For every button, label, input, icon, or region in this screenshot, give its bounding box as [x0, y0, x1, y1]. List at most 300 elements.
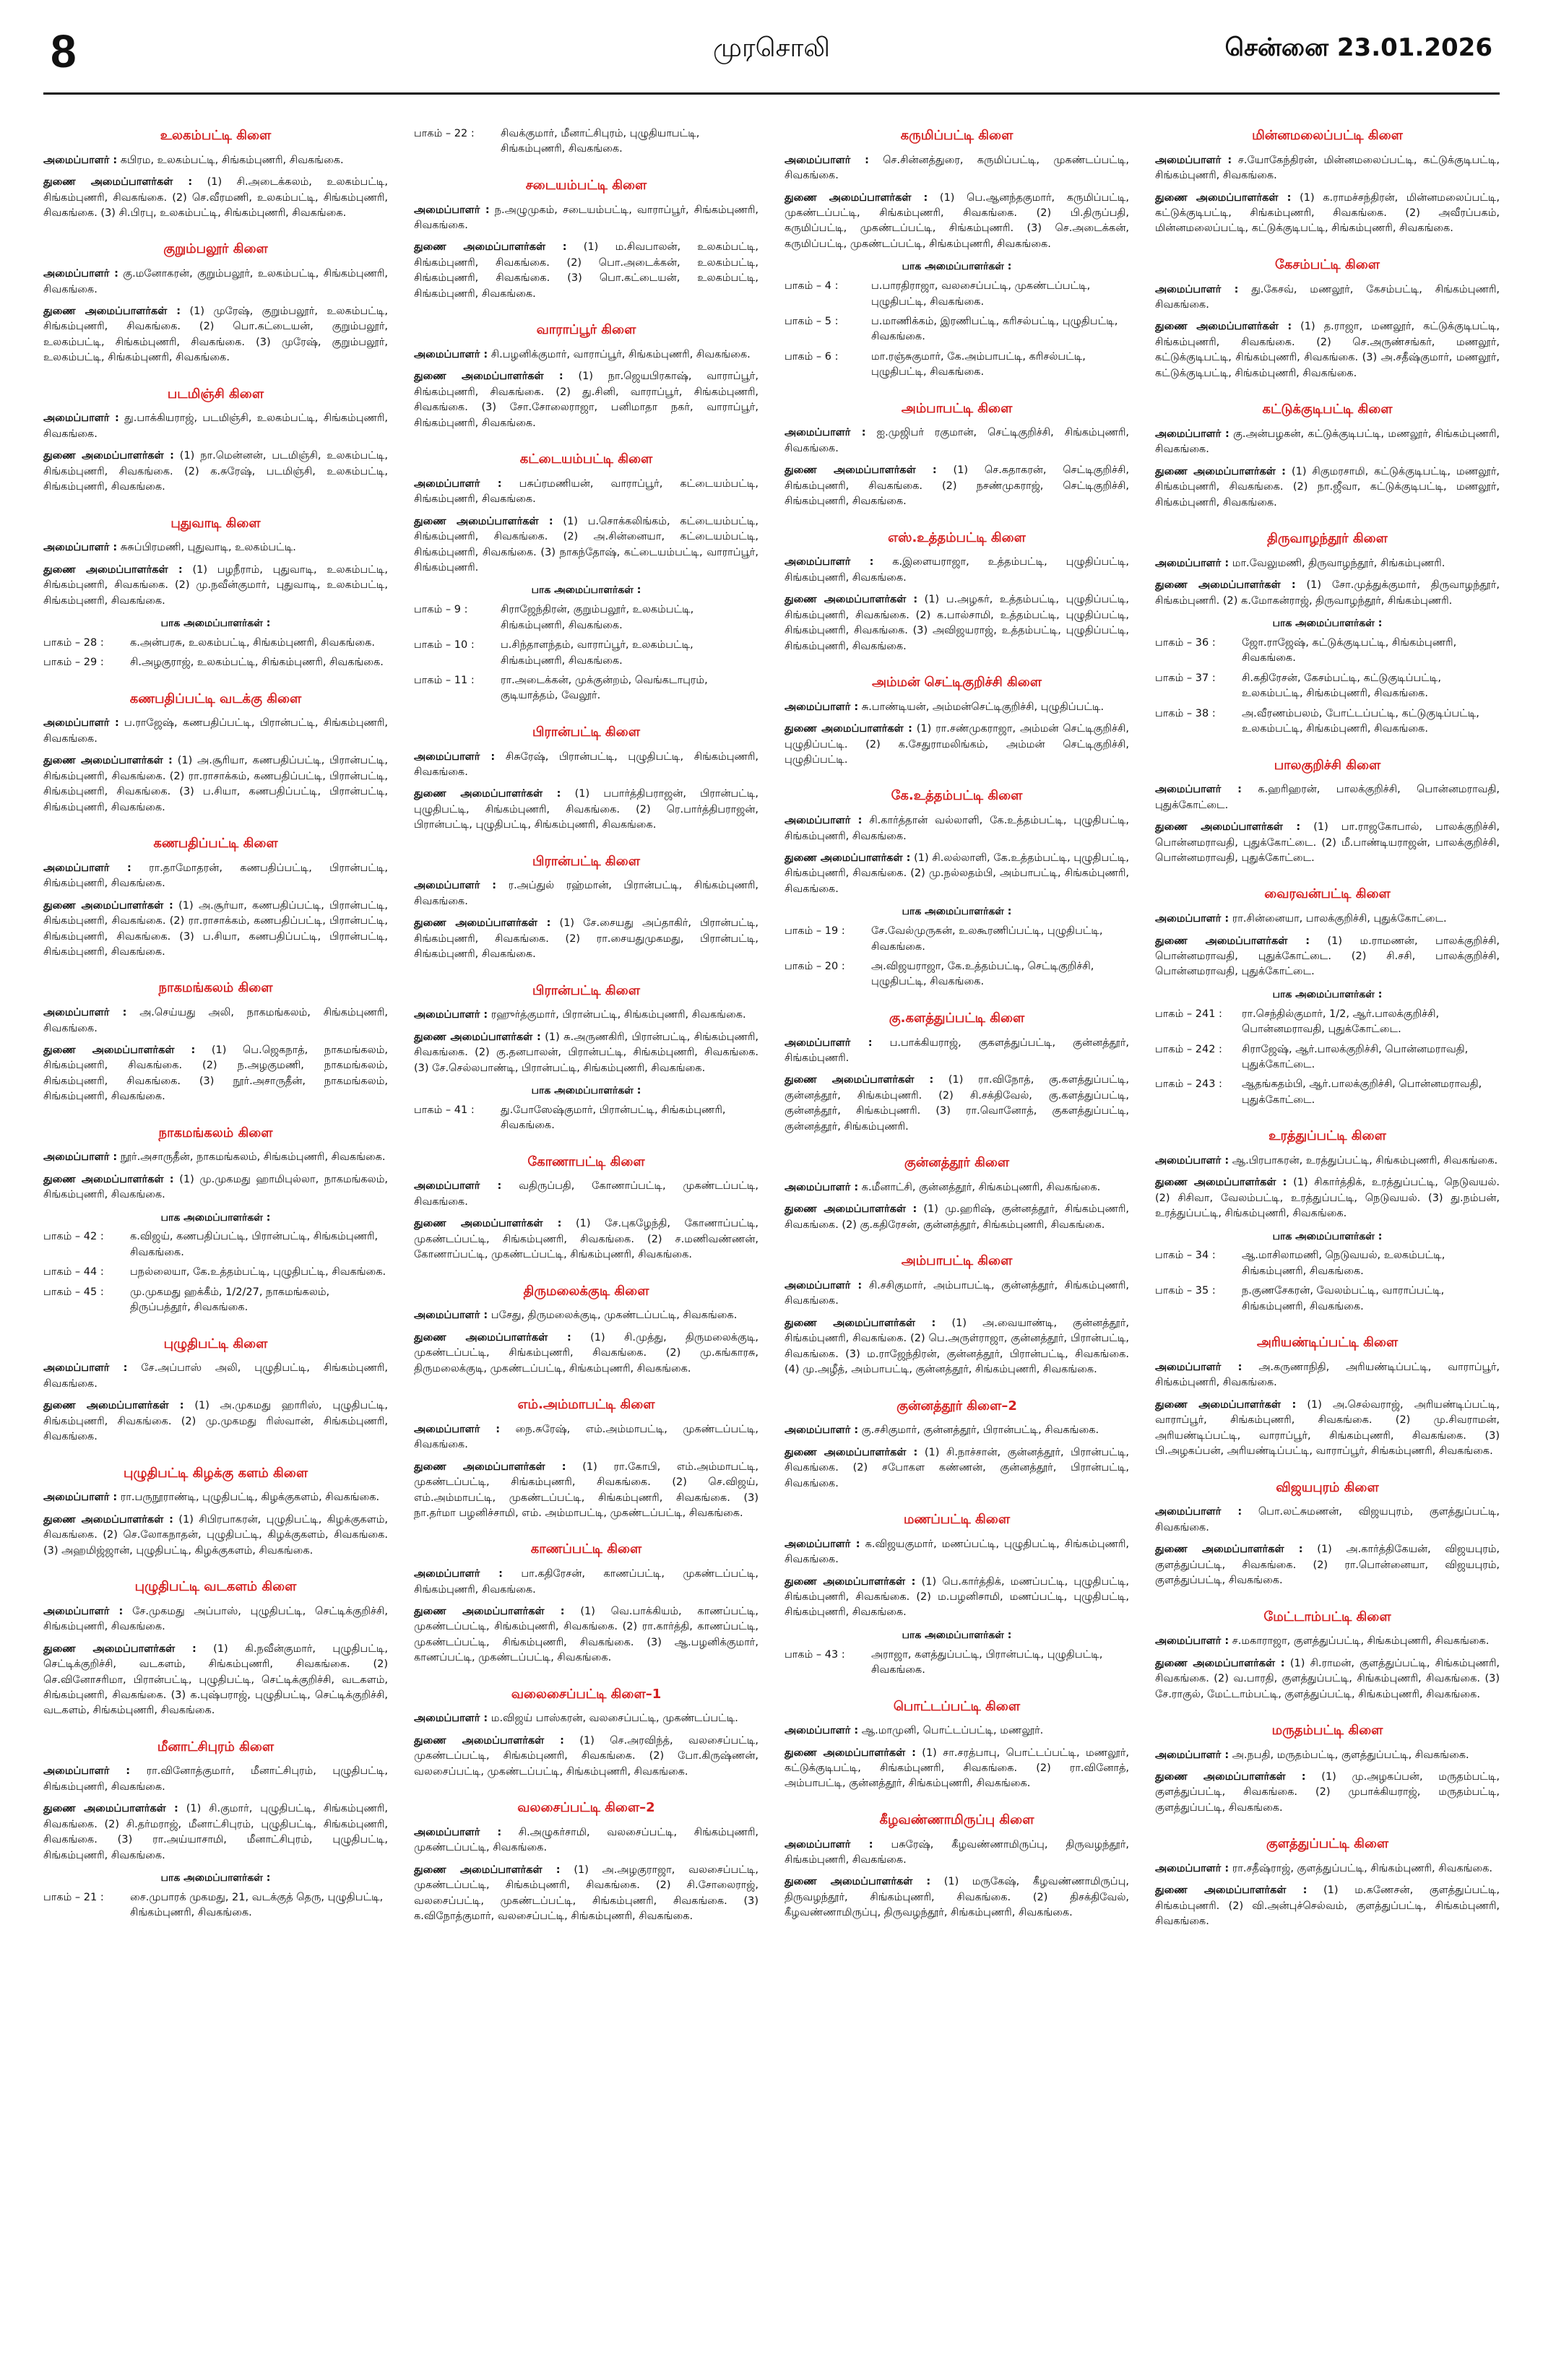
deputies-paragraph	[43, 1642, 388, 1719]
deputies-label: துணை அமைப்பாளர்கள் :	[785, 1074, 934, 1086]
organizer-paragraph	[43, 1604, 388, 1635]
deputies-label: துணை அமைப்பாளர்கள் :	[414, 1605, 565, 1617]
deputies-paragraph	[785, 463, 1129, 509]
branch-section	[1155, 126, 1500, 237]
booth-row	[43, 1265, 388, 1280]
booth-number: பாகம் – 9 :	[414, 604, 468, 616]
booth-text: சிராஜேந்திரன், குறும்பலூர், உலகம்பட்டி, சிங்கம்புணரி, சிவகங்கை.	[501, 604, 694, 631]
deputies-paragraph	[785, 851, 1129, 897]
branch-section	[1155, 529, 1500, 737]
booth-number: பாகம் – 44 :	[43, 1266, 104, 1278]
organizer-paragraph	[785, 1423, 1129, 1438]
booth-text: க.விஜய், கணபதிப்பட்டி, பிரான்பட்டி, சிங்கம்புணரி, சிவகங்கை.	[130, 1231, 379, 1258]
deputies-label: துணை அமைப்பாளர்கள் :	[414, 788, 561, 800]
branch-title: பிரான்பட்டி கிளை	[532, 982, 640, 998]
column-1	[43, 126, 388, 2358]
deputies-label: துணை அமைப்பாளர்கள் :	[1155, 465, 1286, 477]
booth-heading: பாக அமைப்பாளர்கள் :	[1272, 1230, 1383, 1242]
organizer-paragraph	[414, 1825, 758, 1856]
branch-section	[785, 787, 1129, 990]
deputies-label: துணை அமைப்பாளர்கள் :	[1155, 935, 1310, 947]
deputies-text: (1) ரா.விநோத், கு.களத்துப்பட்டி, குன்னத்தூர், சிங்கம்புணரி. (2) சி.சக்திவேல், கு.களத்துப்பட்டி, குன்னத்தூர், சிங்கம்புணரி. (3) ரா.வொனோத், குகளத்துப்பட்டி, குன்னத்தூர், சிங்கம்புணரி.	[785, 1074, 1129, 1133]
org-text: ஆ.மாமுனி, பொட்டப்பட்டி, மணலூர்.	[861, 1725, 1044, 1737]
booth-heading: பாக அமைப்பாளர்கள் :	[902, 261, 1012, 273]
booth-row	[43, 1890, 388, 1921]
branch-title: மீனாட்சிபுரம் கிளை	[157, 1739, 275, 1754]
booth-text: ப.பாரதிராஜா, வலசைப்பட்டி, முகண்டப்பட்டி, புழுதிபட்டி, சிவகங்கை.	[871, 280, 1091, 308]
booth-number: பாகம் – 5 :	[785, 315, 839, 327]
branch-section	[1155, 256, 1500, 381]
deputies-label: துணை அமைப்பாளர்கள் :	[1155, 1398, 1297, 1411]
organizer-paragraph	[43, 861, 388, 892]
booth-row	[785, 279, 1129, 310]
booth-heading: பாக அமைப்பாளர்கள் :	[1272, 618, 1383, 630]
deputies-paragraph	[414, 1460, 758, 1522]
branch-title: புழுதிபட்டி கிளை	[163, 1336, 268, 1351]
organizer-paragraph	[1155, 782, 1500, 813]
deputies-paragraph	[43, 1398, 388, 1445]
org-text: செ.சின்னத்துரை, கருமிப்பட்டி, முகண்டப்பட்டி, சிவகங்கை.	[785, 154, 1129, 182]
org-text: ந.அழுமுகம், சடையம்பட்டி, வாராப்பூர், சிங்கம்புணரி, சிவகங்கை.	[414, 204, 758, 231]
deputies-text: (1) சி.நாச்சான், குன்னத்தூர், பிரான்பட்டி, சிவகங்கை. (2) சபோகள கண்ணன், குன்னத்தூர், பிரான்பட்டி, சிவகங்கை.	[785, 1446, 1129, 1489]
branch-title: மேட்டாம்பட்டி கிளை	[1263, 1609, 1391, 1624]
org-text: ஐ.முஜிபர் ரகுமான், செட்டிகுறிச்சி, சிங்கம்புணரி, சிவகங்கை.	[785, 427, 1129, 454]
org-label: அமைப்பாளர் :	[1155, 1863, 1229, 1875]
deputies-text: (1) பா.ராஜகோபால், பாலக்குறிச்சி, பொன்னமராவதி, புதுக்கோட்டை. (2) மீ.பாண்டியராஜன், பாலக்குறிச்சி, பொன்னமராவதி, புதுக்கோட்டை.	[1155, 821, 1500, 864]
branch-title: படமிஞ்சி கிளை	[167, 386, 264, 402]
booth-text: சே.வேல்முருகன், உலகூரணிப்பட்டி, புழுதிபட்டி, சிவகங்கை.	[871, 925, 1103, 953]
org-label: அமைப்பாளர் :	[785, 1279, 863, 1291]
organizer-paragraph	[785, 153, 1129, 184]
organizer-paragraph	[1155, 556, 1500, 571]
deputies-text: (1) பபார்த்திபராஜன், பிரான்பட்டி, புழுதிபட்டி, சிங்கம்புணரி, சிவகங்கை. (2) ரெ.பார்த்திபராஜன், பிரான்பட்டி, புழுதிபட்டி, சிங்கம்புணரி, சிவகங்கை.	[414, 788, 758, 831]
org-label: அமைப்பாளர் :	[43, 1362, 128, 1375]
booth-number: பாகம் – 11 :	[414, 675, 475, 687]
branch-title: கீழவண்ணாமிருப்பு கிளை	[879, 1812, 1034, 1827]
booth-row	[414, 602, 758, 633]
branch-section	[43, 1738, 388, 1921]
deputies-text: (1) சி.ராமன், குளத்துப்பட்டி, சிங்கம்புணரி, சிவகங்கை. (2) வ.பாரதி, குளத்துப்பட்டி, சிங்கம்புணரி, சிவகங்கை. (3) சே.ராகுல், மேட்டாம்பட்டி, குளத்துப்பட்டி, சிங்கம்புணரி, சிவகங்கை.	[1155, 1657, 1500, 1700]
branch-title: கு.களத்துப்பட்டி கிளை	[889, 1010, 1025, 1026]
deputies-paragraph	[1155, 820, 1500, 866]
organizer-paragraph	[1155, 1154, 1500, 1169]
branch-section	[43, 979, 388, 1104]
deputies-text: (1) சோ.முத்துக்குமார், திருவாழந்தூர், சிங்கம்புணரி. (2) க.மோகன்ராஜ், திருவாழந்தூர், சிங்கம்புணரி.	[1155, 579, 1500, 607]
booth-number: பாகம் – 38 :	[1155, 707, 1216, 719]
deputies-label: துணை அமைப்பாளர்கள் :	[43, 305, 181, 317]
branch-section	[1155, 1127, 1500, 1315]
deputies-text: (1) சா.சரத்பாபு, பொட்டப்பட்டி, மணலூர், கட்டுக்குடிபட்டி, சிங்கம்புணரி, சிவகங்கை. (2) ரா.வினோத், அம்பாபட்டி, குன்னத்தூர், சிங்கம்புணரி, சிவகங்கை.	[785, 1747, 1129, 1790]
org-text: ரா.சதீஷ்ராஜ், குளத்துப்பட்டி, சிங்கம்புணரி, சிவகங்கை.	[1232, 1863, 1493, 1875]
organizer-paragraph	[785, 1838, 1129, 1869]
organizer-paragraph	[785, 1537, 1129, 1568]
deputies-text: (1) கி.நவீன்குமார், புழுதிபட்டி, செட்டிக்குறிச்சி, வடகளம், சிங்கம்புணரி, சிவகங்கை. (2) செ.வினோசரிமா, பிரான்பட்டி, புழுதிபட்டி, செட்டிக்குறிச்சி, வடகளம், சிங்கம்புணரி, சிவகங்கை. (3) க.புஷ்பராஜ், புழுதிபட்டி, செட்டிக்குறிச்சி, வடகளம், சிங்கம்புணரி, சிவகங்கை.	[43, 1643, 388, 1717]
org-label: அமைப்பாளர் :	[1155, 283, 1239, 295]
org-text: ப.ராஜேஷ், கணபதிப்பட்டி, பிரான்பட்டி, சிங்கம்புணரி, சிவகங்கை.	[43, 717, 388, 745]
branch-section	[414, 982, 758, 1134]
organizer-paragraph	[414, 750, 758, 781]
org-text: சே.முகமது அப்பாஸ், புழுதிபட்டி, செட்டிக்குறிச்சி, சிங்கம்புணரி, சிவகங்கை.	[43, 1605, 388, 1633]
branch-section	[785, 1811, 1129, 1921]
deputies-label: துணை அமைப்பாளர்கள் :	[414, 371, 563, 383]
org-text: க.விஜயகுமார், மணப்பட்டி, புழுதிபட்டி, சிங்கம்புணரி, சிவகங்கை.	[785, 1538, 1129, 1566]
organizer-paragraph	[785, 425, 1129, 456]
branch-title: குளத்துப்பட்டி கிளை	[1266, 1836, 1389, 1852]
booth-heading: பாக அமைப்பாளர்கள் :	[1272, 988, 1383, 1000]
org-text: பசுப்ரமணியன், வாராப்பூர், கட்டையம்பட்டி, சிங்கம்புணரி, சிவகங்கை.	[414, 477, 758, 506]
branch-title: நாகமங்கலம் கிளை	[158, 1125, 273, 1141]
booth-number: பாகம் – 45 :	[43, 1286, 104, 1298]
organizer-paragraph	[414, 477, 758, 508]
org-text: க.இளையராஜா, உத்தம்பட்டி, புழுதிப்பட்டி, சிங்கம்புணரி, சிவகங்கை.	[785, 556, 1129, 584]
org-label: அமைப்பாளர் :	[414, 880, 497, 892]
deputies-label: துணை அமைப்பாளர்கள் :	[785, 723, 912, 735]
deputies-text: (1) ப.அழகர், உத்தம்பட்டி, புழுதிப்பட்டி, சிங்கம்புணரி, சிவகங்கை. (2) க.பால்சாமி, உத்தம்பட்டி, புழுதிப்பட்டி, சிங்கம்புணரி, சிவகங்கை. (3) அவிஜயராஜ், உத்தம்பட்டி, புழுதிப்பட்டி, சிங்கம்புணரி, சிவகங்கை.	[785, 594, 1129, 652]
deputies-label: துணை அமைப்பாளர்கள் :	[43, 755, 173, 767]
deputies-text: (1) மு.ஹரிஷ், குன்னத்தூர், சிங்கம்புணரி, சிவகங்கை. (2) கு.கதிரேசன், குன்னத்தூர், சிங்கம்புணரி, சிவகங்கை.	[785, 1203, 1129, 1231]
booth-row	[1155, 1248, 1500, 1279]
org-label: அமைப்பாளர் :	[43, 412, 119, 425]
org-label: அமைப்பாளர் :	[785, 1838, 873, 1851]
organizer-paragraph	[785, 1036, 1129, 1067]
organizer-paragraph	[414, 1422, 758, 1453]
deputies-label: துணை அமைப்பாளர்கள் :	[1155, 1884, 1308, 1897]
branch-title: திருமலைக்குடி கிளை	[523, 1283, 649, 1299]
booth-row	[1155, 1042, 1500, 1073]
deputies-paragraph	[414, 369, 758, 431]
org-text: பசேது, திருமலைக்குடி, முகண்டப்பட்டி, சிவகங்கை.	[490, 1310, 738, 1322]
org-label: அமைப்பாளர் :	[1155, 1506, 1242, 1518]
deputies-label: துணை அமைப்பாளர்கள் :	[43, 1173, 174, 1185]
deputies-label: துணை அமைப்பாளர்கள் :	[785, 1575, 916, 1588]
organizer-paragraph	[43, 267, 388, 298]
organizer-paragraph	[43, 1150, 388, 1165]
branch-section	[414, 1153, 758, 1263]
booth-text: ப.மாணிக்கம், இரணிபட்டி, கரிசல்பட்டி, புழுதிபட்டி, சிவகங்கை.	[871, 315, 1118, 343]
deputies-label: துணை அமைப்பாளர்கள் :	[414, 1461, 566, 1473]
branch-section	[43, 1578, 388, 1719]
org-text: பொ.லட்சுமணன், விஜயபுரம், குளத்துப்பட்டி, சிவகங்கை.	[1155, 1506, 1500, 1533]
deputies-paragraph	[43, 1513, 388, 1559]
org-text: ம.விஜய் பாஸ்கரன், வலசைப்பட்டி, முகண்டப்பட்டி.	[490, 1713, 738, 1725]
org-text: ப.பாக்கியராஜ், குகளத்துப்பட்டி, குன்னத்தூர், சிங்கம்புணரி.	[785, 1037, 1129, 1064]
booth-number: பாகம் – 6 :	[785, 350, 839, 363]
org-label: அமைப்பாளர் :	[414, 1310, 488, 1322]
organizer-paragraph	[1155, 1505, 1500, 1536]
booth-text: மு.முகமது ஹக்கீம், 1/2/27, நாகமங்கலம், திருப்பத்தூர், சிவகங்கை.	[130, 1286, 330, 1314]
org-label: அமைப்பாளர் :	[1155, 784, 1242, 796]
booth-number: பாகம் – 42 :	[43, 1231, 104, 1243]
booth-heading: பாக அமைப்பாளர்கள் :	[160, 1211, 271, 1224]
org-text: மா.வேலுமணி, திருவாழந்தூர், சிங்கம்புணரி.	[1232, 557, 1445, 569]
deputies-paragraph	[785, 1575, 1129, 1621]
deputies-text: (1) மு.முகமது ஹாமிபுல்லா, நாகமங்கலம், சிங்கம்புணரி, சிவகங்கை.	[43, 1173, 388, 1201]
organizer-paragraph	[414, 1711, 758, 1726]
org-label: அமைப்பாளர் :	[785, 556, 874, 568]
branch-section	[1155, 1835, 1500, 1929]
branch-section	[43, 514, 388, 671]
branch-section	[785, 1009, 1129, 1135]
deputies-label: துணை அமைப்பாளர்கள் :	[43, 1044, 196, 1056]
deputies-text: (1) ப.சொக்கலிங்கம், கட்டையம்பட்டி, சிங்கம்புணரி, சிவகங்கை. (2) அ.சின்னையா, கட்டையம்பட்டி, சிங்கம்புணரி, சிவகங்கை. (3) நாகந்தோஷ், கட்டையம்பட்டி, வாராப்பூர், சிங்கம்புணரி.	[414, 515, 758, 574]
deputies-text: (1) வெ.பாக்கியம், காணப்பட்டி, முகண்டப்பட்டி, சிங்கம்புணரி, சிவகங்கை. (2) ரா.கார்த்தி, காணப்பட்டி, முகண்டப்பட்டி, சிங்கம்புணரி, சிவகங்கை. (3) ஆ.பழனிக்குமார், காணப்பட்டி, முகண்டப்பட்டி, சிவகங்கை.	[414, 1605, 758, 1664]
branch-section	[785, 1154, 1129, 1233]
organizer-paragraph	[1155, 282, 1500, 313]
booth-heading: பாக அமைப்பாளர்கள் :	[160, 618, 271, 630]
branch-title: மணப்பட்டி கிளை	[903, 1511, 1011, 1527]
org-text: வதிருப்பதி, கோணாப்பட்டி, முகண்டப்பட்டி, சிவகங்கை.	[414, 1180, 758, 1208]
booth-row	[1155, 1077, 1500, 1108]
booth-number: பாகம் – 28 :	[43, 636, 104, 649]
deputies-paragraph	[43, 753, 388, 815]
organizer-paragraph	[785, 555, 1129, 586]
masthead	[43, 20, 1500, 100]
branch-section	[414, 321, 758, 431]
deputies-paragraph	[1155, 319, 1500, 381]
org-text: கு.சசிகுமார், குன்னத்தூர், பிரான்பட்டி, சிவகங்கை.	[861, 1424, 1099, 1437]
deputies-label: துணை அமைப்பாளர்கள் :	[785, 1747, 916, 1759]
deputies-paragraph	[785, 191, 1129, 253]
org-label: அமைப்பாளர் :	[43, 542, 118, 554]
booth-number: பாகம் – 242 :	[1155, 1043, 1222, 1055]
organizer-paragraph	[1155, 427, 1500, 458]
deputies-text: (1) பெ.ஆனந்தகுமார், கருமிப்பட்டி, முகண்டப்பட்டி, சிங்கம்புணரி, சிவகங்கை. (2) பி.திருப்பதி, கருமிப்பட்டி, முகண்டப்பட்டி, சிங்கம்புணரி. (3) செ.அடைக்கன், கருமிப்பட்டி, முகண்டப்பட்டி, சிங்கம்புணரி, சிவகங்கை.	[785, 191, 1129, 250]
branch-title: வாராப்பூர் கிளை	[536, 322, 636, 338]
organizer-paragraph	[43, 153, 388, 168]
deputies-paragraph	[1155, 934, 1500, 980]
deputies-label: துணை அமைப்பாளர்கள் :	[785, 191, 928, 204]
booth-row	[785, 959, 1129, 990]
branch-section	[414, 176, 758, 302]
booth-number: பாகம் – 243 :	[1155, 1078, 1222, 1091]
deputies-text: (1) சி.முத்து, திருமலைக்குடி, முகண்டப்பட்டி, சிங்கம்புணரி, சிவகங்கை. (2) மு.கங்காரசு, திருமலைக்குடி, முகண்டப்பட்டி, சிங்கம்புணரி, சிவகங்கை.	[414, 1331, 758, 1375]
org-text: ரா.சின்னையா, பாலக்குறிச்சி, புதுக்கோட்டை.	[1232, 913, 1447, 925]
deputies-label: துணை அமைப்பாளர்கள் :	[43, 450, 174, 462]
deputies-text: (1) ரா.கோபி, எம்.அம்மாபட்டி, முகண்டப்பட்டி, சிங்கம்புணரி, சிவகங்கை. (2) செ.விஜய், எம்.அம்மாபட்டி, முகண்டப்பட்டி, சிங்கம்புணரி, சிவகங்கை. (3) நா.தர்மா பழனிச்சாமி, எம். அம்மாபட்டி, முகண்டப்பட்டி, சிவகங்கை.	[414, 1461, 758, 1519]
deputies-text: (1) அ.சூர்யா, கணபதிப்பட்டி, பிரான்பட்டி, சிங்கம்புணரி, சிவகங்கை. (2) ரா.ராசாக்கம், கணபதிப்பட்டி, பிரான்பட்டி, சிங்கம்புணரி, சிவகங்கை. (3) ப.சியா, கணபதிப்பட்டி, பிரான்பட்டி, சிங்கம்புணரி, சிவகங்கை.	[43, 899, 388, 958]
org-label: அமைப்பாளர் :	[785, 1037, 873, 1049]
deputies-paragraph	[414, 1863, 758, 1925]
column-3	[785, 126, 1129, 2358]
deputies-text: (1) சு.அருணகிரி, பிரான்பட்டி, சிங்கம்புணரி, சிவகங்கை. (2) கு.தனபாலன், பிரான்பட்டி, சிங்கம்புணரி, சிவகங்கை. (3) சே.செல்லபாண்டி, பிரான்பட்டி, சிங்கம்புணரி, சிவகங்கை.	[414, 1031, 758, 1074]
branch-title: அம்பாபட்டி கிளை	[901, 400, 1013, 416]
booth-number: பாகம் – 4 :	[785, 280, 839, 293]
organizer-paragraph	[43, 411, 388, 442]
org-text: பா.கதிரேசன், காணப்பட்டி, முகண்டப்பட்டி, சிங்கம்புணரி, சிவகங்கை.	[414, 1568, 758, 1596]
org-text: அ.நபதி, மருதம்பட்டி, குளத்துப்பட்டி, சிவகங்கை.	[1232, 1749, 1469, 1761]
org-label: அமைப்பாளர் :	[1155, 1154, 1229, 1167]
booth-number: பாகம் – 10 :	[414, 639, 475, 652]
edition-date: சென்னை 23.01.2026	[1224, 33, 1492, 62]
booth-row	[414, 673, 758, 704]
organizer-paragraph	[414, 1567, 758, 1598]
org-text: ச.மகாராஜா, குளத்துப்பட்டி, சிங்கம்புணரி, சிவகங்கை.	[1232, 1635, 1490, 1648]
deputies-label: துணை அமைப்பாளர்கள் :	[785, 1203, 917, 1216]
deputies-text: (1) ம.சிவபாலன், உலகம்பட்டி, சிங்கம்புணரி, சிவகங்கை. (2) பொ.அடைக்கன், உலகம்பட்டி, சிங்கம்புணரி, சிவகங்கை. (3) பொ.கட்டையன், உலகம்பட்டி, சிங்கம்புணரி, சிவகங்கை.	[414, 241, 758, 300]
branch-section	[43, 690, 388, 815]
deputies-paragraph	[414, 240, 758, 302]
branch-section	[43, 1464, 388, 1559]
branch-title: உலகம்பட்டி கிளை	[160, 128, 272, 143]
branch-title: அரியண்டிப்பட்டி கிளை	[1256, 1335, 1399, 1351]
org-label: அமைப்பாளர் :	[785, 815, 863, 827]
org-label: அமைப்பாளர் :	[414, 750, 496, 763]
deputies-label: துணை அமைப்பாளர்கள் :	[414, 1031, 541, 1043]
deputies-paragraph	[43, 1801, 388, 1864]
booth-text: ஜோ.ராஜேஷ், கட்டுக்குடிபட்டி, சிங்கம்புணரி, சிவகங்கை.	[1242, 636, 1457, 665]
deputies-text: (1) சி.அடைக்கலம், உலகம்பட்டி, சிங்கம்புணரி, சிவகங்கை. (2) செ.வீரமணி, உலகம்பட்டி, சிங்கம்புணரி, சிவகங்கை. (3) சி.பிரபு, உலகம்பட்டி, சிங்கம்புணரி, சிவகங்கை.	[43, 176, 388, 219]
org-label: அமைப்பாளர் :	[414, 1568, 503, 1580]
branch-section	[414, 1282, 758, 1377]
deputies-paragraph	[414, 514, 758, 576]
deputies-label: துணை அமைப்பாளர்கள் :	[43, 563, 183, 576]
branch-title: விஜயபுரம் கிளை	[1276, 1479, 1379, 1495]
branch-section	[414, 1799, 758, 1924]
org-text: ச.யோகேந்திரன், மின்னமலைப்பட்டி, கட்டுக்குடிபட்டி, சிங்கம்புணரி, சிவகங்கை.	[1155, 154, 1500, 182]
org-label: அமைப்பாளர் :	[785, 1181, 859, 1193]
branch-section	[414, 450, 758, 704]
branch-section	[785, 1510, 1129, 1679]
branch-section	[785, 673, 1129, 768]
org-label: அமைப்பாளர் :	[1155, 913, 1229, 925]
branch-title: கட்டையம்பட்டி கிளை	[519, 451, 653, 467]
booth-text: சி.கதிரேசன், கேசம்பட்டி, கட்டுகுடிப்பட்டி, உலகம்பட்டி, சிங்கம்புணரி, சிவகங்கை.	[1242, 672, 1441, 700]
deputies-paragraph	[785, 1874, 1129, 1921]
organizer-paragraph	[414, 1179, 758, 1210]
branch-section	[1155, 1479, 1500, 1589]
deputies-label: துணை அமைப்பாளர்கள் :	[1155, 1771, 1306, 1783]
booth-text: ரா.அடைக்கன், முக்குன்றம், வெங்கடாபுரம், குடியாத்தம், வேலூர்.	[501, 675, 708, 702]
deputies-paragraph	[785, 1073, 1129, 1135]
deputies-label: துணை அமைப்பாளர்கள் :	[1155, 191, 1292, 204]
booth-number: பாகம் – 29 :	[43, 657, 104, 669]
booth-text: ப.சிந்தாளந்தம், வாராப்பூர், உலகம்பட்டி, சிங்கம்புணரி, சிவகங்கை.	[501, 639, 693, 667]
org-text: ரஹுர்த்குமார், பிரான்பட்டி, சிங்கம்புணரி, சிவகங்கை.	[490, 1009, 746, 1021]
org-label: அமைப்பாளர் :	[414, 1713, 488, 1725]
org-label: அமைப்பாளர் :	[43, 1605, 124, 1617]
booth-text: து.போஸேஷ்குமார், பிரான்பட்டி, சிங்கம்புணரி, சிவகங்கை.	[501, 1104, 726, 1132]
org-text: நை.சுரேஷ், எம்.அம்மாபட்டி, முகண்டப்பட்டி, சிவகங்கை.	[414, 1423, 758, 1451]
booth-text: ரா.செந்தில்குமார், 1/2, ஆர்.பாலக்குறிச்சி, பொன்னமராவதி, புதுக்கோட்டை.	[1242, 1008, 1440, 1036]
org-label: அமைப்பாளர் :	[43, 1492, 118, 1504]
org-label: அமைப்பாளர் :	[1155, 1361, 1242, 1373]
branch-section	[1155, 1608, 1500, 1702]
deputies-text: (1) சி.லல்லாளி, கே.உத்தம்பட்டி, புழுதிபட்டி, சிங்கம்புணரி, சிவகங்கை. (2) மு.நல்லதம்பி, அம்பாபட்டி, சிங்கம்புணரி, சிவகங்கை.	[785, 852, 1129, 895]
branch-title: புதுவாடி கிளை	[170, 515, 261, 531]
organizer-paragraph	[43, 1490, 388, 1505]
deputies-text: (1) பழநீராம், புதுவாடி, உலகம்பட்டி, சிங்கம்புணரி, சிவகங்கை. (2) மு.நவீன்குமார், புதுவாடி, உலகம்பட்டி, சிங்கம்புணரி, சிவகங்கை.	[43, 563, 388, 607]
booth-text: சை.முபாரக் முகமது, 21, வடக்குத் தெரு, புழுதிபட்டி, சிங்கம்புணரி, சிவகங்கை.	[130, 1891, 384, 1919]
booth-heading: பாக அமைப்பாளர்கள் :	[902, 906, 1012, 918]
deputies-label: துணை அமைப்பாளர்கள் :	[414, 1218, 562, 1230]
booth-row	[1155, 706, 1500, 737]
deputies-paragraph	[1155, 1656, 1500, 1702]
org-label: அமைப்பாளர் :	[1155, 428, 1229, 440]
org-text: ரா.பருநூராண்டி, புழுதிபட்டி, கிழக்குகளம், சிவகங்கை.	[120, 1492, 380, 1504]
deputies-label: துணை அமைப்பாளர்கள் :	[1155, 321, 1292, 333]
branch-title: புழுதிபட்டி கிழக்கு களம் கிளை	[123, 1465, 308, 1481]
branch-title: குறும்பலூர் கிளை	[163, 241, 268, 257]
deputies-paragraph	[785, 722, 1129, 768]
org-label: அமைப்பாளர் :	[414, 1423, 501, 1435]
deputies-paragraph	[1155, 191, 1500, 237]
booth-text: ந.குணசேகரன், வேலம்பட்டி, வாராப்பட்டி, சிங்கம்புணரி, சிவகங்கை.	[1242, 1285, 1445, 1312]
organizer-paragraph	[785, 1180, 1129, 1195]
booth-row	[785, 1648, 1129, 1679]
branch-title: உரத்துப்பட்டி கிளை	[1268, 1128, 1386, 1144]
org-label: அமைப்பாளர் :	[43, 1007, 127, 1019]
org-text: ரா.வினோத்குமார், மீனாட்சிபுரம், புழுதிபட்டி, சிங்கம்புணரி, சிவகங்கை.	[43, 1765, 388, 1793]
deputies-label: துணை அமைப்பாளர்கள் :	[43, 1400, 184, 1412]
deputies-label: துணை அமைப்பாளர்கள் :	[785, 1317, 936, 1329]
page-number: 8	[51, 25, 77, 77]
org-text: அ.கருணாநிதி, அரியண்டிப்பட்டி, வாராப்பூர், சிங்கம்புணரி, சிவகங்கை.	[1155, 1361, 1500, 1389]
deputies-text: (1) நா.ஜெயபிரகாஷ், வாராப்பூர், சிங்கம்புணரி, சிவகங்கை. (2) து.சினி, வாராப்பூர், சிங்கம்புணரி, சிவகங்கை. (3) சோ.சோலைராஜா, பனிமாதா நகர், வாராப்பூர், சிங்கம்புணரி, சிவகங்கை.	[414, 371, 758, 429]
booth-row	[1155, 671, 1500, 702]
deputies-paragraph	[1155, 1175, 1500, 1221]
branch-section	[43, 1124, 388, 1316]
branch-section	[43, 126, 388, 221]
deputies-text: (1) செ.கதாகரன், செட்டிகுறிச்சி, சிங்கம்புணரி, சிவகங்கை. (2) நசண்முகராஜ், செட்டிகுறிச்சி, சிங்கம்புணரி, சிவகங்கை.	[785, 464, 1129, 508]
booth-number: பாகம் – 37 :	[1155, 672, 1216, 684]
deputies-paragraph	[414, 1330, 758, 1377]
deputies-text: (1) நா.மென்னன், படமிஞ்சி, உலகம்பட்டி, சிங்கம்புணரி, சிவகங்கை. (2) க.சுரேஷ், படமிஞ்சி, உலகம்பட்டி, சிங்கம்புணரி, சிவகங்கை.	[43, 450, 388, 493]
organizer-paragraph	[1155, 1748, 1500, 1763]
org-label: அமைப்பாளர் :	[1155, 1635, 1229, 1648]
booth-text: சி.அழகுராஜ், உலகம்பட்டி, சிங்கம்புணரி, சிவகங்கை.	[130, 657, 384, 669]
booth-number: பாகம் – 35 :	[1155, 1285, 1216, 1297]
booth-text: மா.ரஞ்சுகுமார், கே.அம்பாபட்டி, கரிசல்பட்டி, புழுதிபட்டி, சிவகங்கை.	[871, 350, 1086, 378]
org-label: அமைப்பாளர் :	[414, 1180, 502, 1193]
org-label: அமைப்பாளர் :	[785, 1538, 860, 1550]
org-text: பசுரேஷ், கீழவண்ணாமிருப்பு, திருவழந்தூர், சிங்கம்புணரி, சிவகங்கை.	[785, 1838, 1129, 1866]
deputies-text: (1) ம.ராமணன், பாலக்குறிச்சி, பொன்னமராவதி, புதுக்கோட்டை. (2) சி.சசி, பாலக்குறிச்சி, பொன்னமராவதி, புதுக்கோட்டை.	[1155, 935, 1500, 978]
booth-heading: பாக அமைப்பாளர்கள் :	[902, 1629, 1012, 1641]
deputies-paragraph	[414, 1030, 758, 1076]
booth-row	[1155, 1284, 1500, 1315]
organizer-paragraph	[43, 1764, 388, 1795]
booth-text: அராஜா, களத்துப்பட்டி, பிரான்பட்டி, புழுதிபட்டி, சிவகங்கை.	[871, 1648, 1103, 1676]
organizer-paragraph	[1155, 1634, 1500, 1649]
booth-row	[414, 126, 758, 157]
deputies-paragraph	[43, 304, 388, 366]
deputies-paragraph	[785, 1316, 1129, 1378]
deputies-label: துணை அமைப்பாளர்கள் :	[1155, 821, 1301, 834]
branch-title: அம்மன் செட்டிகுறிச்சி கிளை	[871, 675, 1042, 691]
booth-heading: பாக அமைப்பாளர்கள் :	[531, 584, 641, 597]
organizer-paragraph	[43, 1005, 388, 1037]
org-text: சி.பழனிக்குமார், வாராப்பூர், சிங்கம்புணரி, சிவகங்கை.	[490, 348, 751, 360]
branch-title: திருவாழந்தூர் கிளை	[1267, 531, 1388, 547]
deputies-paragraph	[414, 1604, 758, 1666]
organizer-paragraph	[785, 700, 1129, 715]
deputies-label: துணை அமைப்பாளர்கள் :	[785, 1446, 918, 1458]
branch-section	[43, 240, 388, 365]
booth-number: பாகம் – 21 :	[43, 1891, 104, 1903]
deputies-text: (1) அ.சூரியா, கணபதிப்பட்டி, பிரான்பட்டி, சிங்கம்புணரி, சிவகங்கை. (2) ரா.ராசாக்கம், கணபதிப்பட்டி, பிரான்பட்டி, சிங்கம்புணரி, சிவகங்கை. (3) ப.சியா, கணபதிப்பட்டி, பிரான்பட்டி, சிங்கம்புணரி, சிவகங்கை.	[43, 755, 388, 813]
deputies-label: துணை அமைப்பாளர்கள் :	[43, 899, 173, 912]
booth-number: பாகம் – 19 :	[785, 925, 845, 938]
deputies-label: துணை அமைப்பாளர்கள் :	[785, 464, 937, 477]
deputies-label: துணை அமைப்பாளர்கள் :	[414, 1734, 564, 1747]
column-4	[1155, 126, 1500, 2358]
branch-title: குன்னத்தூர் கிளை–2	[896, 1398, 1017, 1414]
booth-row	[414, 1103, 758, 1134]
deputies-paragraph	[785, 1202, 1129, 1233]
branch-section	[785, 529, 1129, 654]
branch-section	[414, 126, 758, 157]
deputies-paragraph	[43, 1043, 388, 1105]
